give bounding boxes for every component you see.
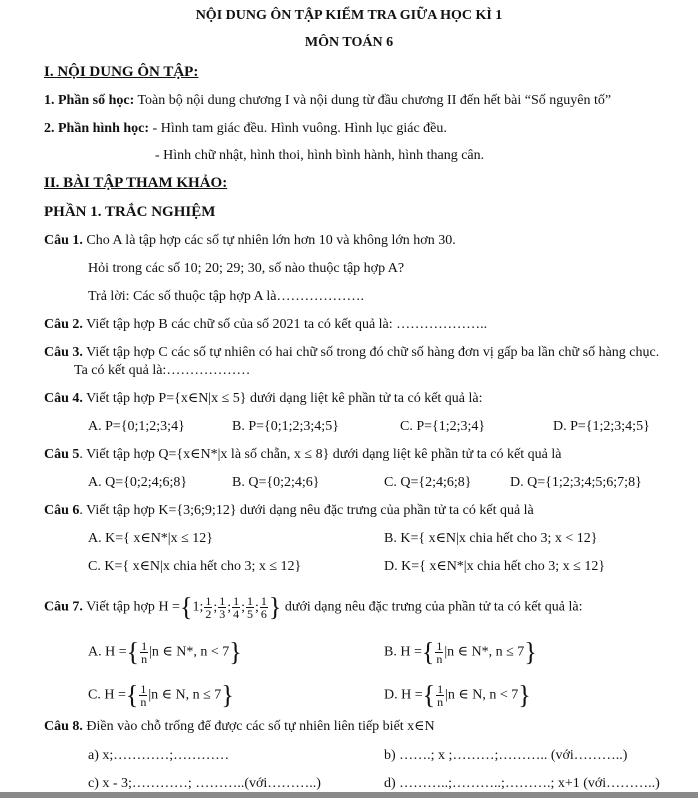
option-b: B. Q={0;2;4;6} <box>232 475 320 490</box>
set-name: H = <box>400 644 422 660</box>
question-7: Câu 7. Viết tập hợp H ={1; $\frac{1}{2}$ ; $\frac{1}{3}$ ; $\frac{1}{4}$ ; $\frac{1}{5}$ ; $\frac{1}{6}$ } dưới dạng nêu đặc trưng của phần tử ta có kết quả là: <box>44 592 583 622</box>
numerator: 1 <box>140 682 147 696</box>
option-letter: C. <box>88 687 101 703</box>
paragraph <box>44 120 447 138</box>
option-c: C. H ={ $\frac{1}{n}$ |n ∈ N, n ≤ 7} <box>88 680 234 710</box>
fraction <box>436 683 444 708</box>
document-subtitle: MÔN TOÁN 6 <box>304 35 394 50</box>
question-text: Viết tập hợp P={x∈N|x ≤ 5} dưới dạng liệt kê phần tử ta có kết quả là: <box>82 391 483 406</box>
question-label: Câu 6 <box>44 503 80 518</box>
numerator: 1 <box>260 594 267 608</box>
set-condition: |n ∈ N*, n ≤ 7 <box>444 644 525 660</box>
bottom-bar <box>0 792 698 798</box>
question-label: Câu 7. <box>44 599 83 615</box>
option-b: B. K={ x∈N|x chia hết cho 3; x < 12} <box>384 531 598 546</box>
numerator: 1 <box>141 639 148 653</box>
text: - Hình tam giác đều. Hình vuông. Hình lục giác đều. <box>149 121 447 136</box>
option-d: D. P={1;2;3;4;5} <box>553 419 650 434</box>
option-letter: D. <box>384 687 398 703</box>
question-label: Câu 1. <box>44 233 83 248</box>
denominator: 4 <box>233 607 240 621</box>
question-4 <box>44 390 483 408</box>
question-2 <box>44 316 487 334</box>
question-text: Viết tập hợp B các chữ số của số 2021 ta có kết quả là: ……………….. <box>82 317 488 332</box>
option-a: A. K={ x∈N*|x ≤ 12} <box>88 531 214 546</box>
fraction <box>260 595 268 620</box>
option-letter: B. <box>384 644 397 660</box>
question-text: Điền vào chỗ trống để được các số tự nhiên liên tiếp biết x∈N <box>82 719 435 734</box>
option-d: D. Q={1;2;3;4;5;6;7;8} <box>510 475 642 490</box>
denominator: n <box>140 695 147 709</box>
label: 2. Phần hình học: <box>44 121 150 136</box>
option-b: b) …….; x ;………;……….. (với………..) <box>384 748 628 763</box>
fraction <box>204 595 212 620</box>
set-name: H = <box>104 687 126 703</box>
numerator: 1 <box>219 594 226 608</box>
option-a: a) x;…………;………… <box>88 748 230 763</box>
option-a: A. P={0;1;2;3;4} <box>88 419 185 434</box>
fraction <box>218 595 226 620</box>
option-c: c) x - 3;…………; ………..(với………..) <box>88 776 321 791</box>
set-name: H = <box>105 644 127 660</box>
question-label: Câu 3. <box>44 345 83 360</box>
question-text: dưới dạng nêu đặc trưng của phần tử ta có kết quả là: <box>281 599 583 615</box>
paragraph: - Hình chữ nhật, hình thoi, hình bình hành, hình thang cân. <box>155 148 485 163</box>
set-name: H = <box>401 687 423 703</box>
option-c: C. Q={2;4;6;8} <box>384 475 472 490</box>
question-text: Viết tập hợp C các số tự nhiên có hai chữ số trong đó chữ số hàng đơn vị gấp ba lần chữ số hàng chục. <box>82 345 660 360</box>
option-d: d) ………..;………..;……….; x+1 (với………..) <box>384 776 660 791</box>
numerator: 1 <box>205 594 212 608</box>
numerator: 1 <box>437 682 444 696</box>
option-a: A. Q={0;2;4;6;8} <box>88 475 188 490</box>
section-heading: II. BÀI TẬP THAM KHẢO: <box>44 175 228 191</box>
question-line: Hỏi trong các số 10; 20; 29; 30, số nào thuộc tập hợp A? <box>88 261 405 276</box>
denominator: n <box>141 652 148 666</box>
document-title: NỘI DUNG ÔN TẬP KIỂM TRA GIỮA HỌC KÌ 1 <box>195 8 503 23</box>
option-d: D. K={ x∈N*|x chia hết cho 3; x ≤ 12} <box>384 559 606 574</box>
set-name: H = <box>158 599 180 615</box>
question-3 <box>44 344 659 362</box>
option-c: C. K={ x∈N|x chia hết cho 3; x ≤ 12} <box>88 559 302 574</box>
set-condition: |n ∈ N*, n < 7 <box>149 644 230 660</box>
denominator: 2 <box>205 607 212 621</box>
denominator: 3 <box>219 607 226 621</box>
question-5 <box>44 446 561 464</box>
question-label: Câu 8. <box>44 719 83 734</box>
question-label: Câu 2. <box>44 317 83 332</box>
option-b: B. H ={ $\frac{1}{n}$ |n ∈ N*, n ≤ 7} <box>384 637 537 667</box>
denominator: 6 <box>260 607 267 621</box>
fraction <box>140 640 148 665</box>
fraction <box>139 683 147 708</box>
paragraph <box>44 92 611 110</box>
numerator: 1 <box>436 639 443 653</box>
denominator: n <box>436 652 443 666</box>
fraction <box>232 595 240 620</box>
question-1 <box>44 232 456 250</box>
option-letter: A. <box>88 644 102 660</box>
section-heading: I. NỘI DUNG ÔN TẬP: <box>44 64 199 80</box>
numerator: 1 <box>247 594 253 608</box>
denominator: n <box>437 695 444 709</box>
question-line: Ta có kết quả là:……………… <box>74 363 251 378</box>
numerator: 1 <box>233 594 240 608</box>
question-text: Viết tập hợp <box>82 599 159 615</box>
set-element: 1; <box>192 599 204 615</box>
part-heading: PHẦN 1. TRẮC NGHIỆM <box>44 204 216 220</box>
question-line: Trả lời: Các số thuộc tập hợp A là………………. <box>88 289 365 304</box>
text: Toàn bộ nội dung chương I và nội dung từ đầu chương II đến hết bài “Số nguyên tố” <box>134 93 612 108</box>
question-6 <box>44 502 534 520</box>
fraction <box>246 595 254 620</box>
question-text: . Viết tập hợp K={3;6;9;12} dưới dạng nêu đặc trưng của phần tử ta có kết quả là <box>79 503 534 518</box>
set-condition: |n ∈ N, n < 7 <box>445 687 519 703</box>
question-8 <box>44 718 435 736</box>
label: 1. Phần số học: <box>44 93 135 108</box>
question-text: . Viết tập hợp Q={x∈N*|x là số chẵn, x ≤ 8} dưới dạng liệt kê phần tử ta có kết quả là <box>79 447 562 462</box>
question-label: Câu 4. <box>44 391 83 406</box>
denominator: 5 <box>247 607 253 621</box>
option-b: B. P={0;1;2;3;4;5} <box>232 419 339 434</box>
option-a: A. H ={ $\frac{1}{n}$ |n ∈ N*, n < 7} <box>88 637 242 667</box>
question-text: Cho A là tập hợp các số tự nhiên lớn hơn 10 và không lớn hơn 30. <box>82 233 456 248</box>
fraction <box>435 640 443 665</box>
option-d: D. H ={ $\frac{1}{n}$ |n ∈ N, n < 7} <box>384 680 531 710</box>
question-label: Câu 5 <box>44 447 80 462</box>
set-condition: |n ∈ N, n ≤ 7 <box>148 687 222 703</box>
option-c: C. P={1;2;3;4} <box>400 419 486 434</box>
